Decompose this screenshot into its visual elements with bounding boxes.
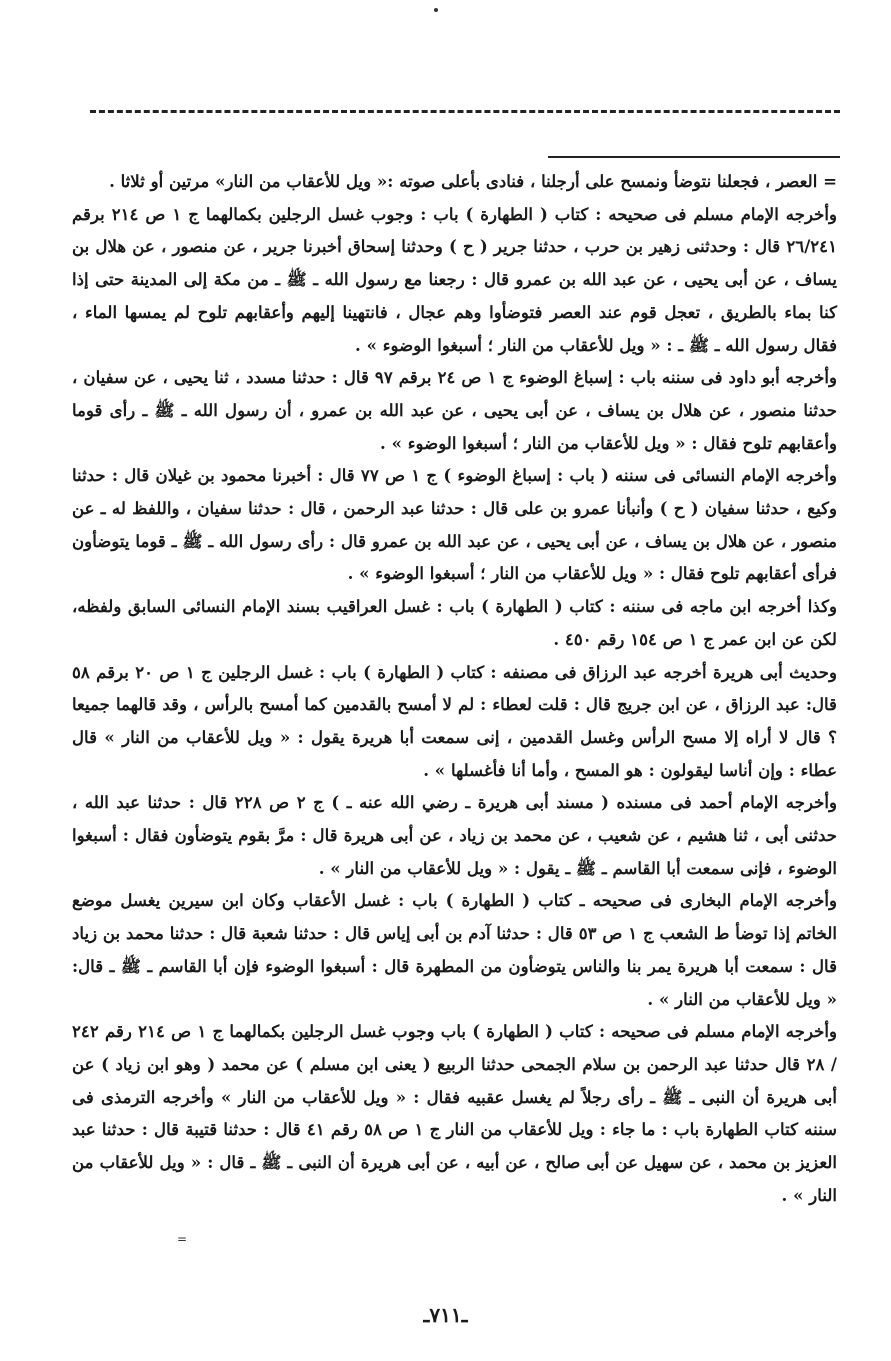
page-number: ـ٧١١ـ — [423, 1303, 468, 1327]
scan-speck — [434, 8, 438, 12]
paragraph-3: وأخرجه أبو داود فى سننه باب : إسباغ الوضوء ج ١ ص ٢٤ برقم ٩٧ قال : حدثنا مسدد ، ثنا يحيى ، عن سفيان ، حدثنا منصور ، عن هلال بن يساف ، عن أبى يحيى ، عن عبد الله بن عمرو ، أن رسول الله ـ ﷺ ـ رأى قوما وأعقابهم تلوح فقال : « ويل للأعقاب من النار ؛ أسبغوا الوضوء » . — [72, 367, 838, 453]
paragraph-1: = العصر ، فجعلنا نتوضأ ونمسح على أرجلنا ، فنادى بأعلى صوته :« ويل للأعقاب من النار» مرتين أو ثلاثا . — [109, 171, 837, 191]
paragraph-5: وكذا أخرجه ابن ماجه فى سننه : كتاب ( الطهارة ) باب : غسل العراقيب بسند الإمام النسائى السابق ولفظه، لكن عن ابن عمر ج ١ ص ١٥٤ رقم ٤٥٠ . — [72, 596, 837, 649]
footnote-separator — [548, 156, 840, 158]
paragraph-8: وأخرجه الإمام البخارى فى صحيحه ـ كتاب ( الطهارة ) باب : غسل الأعقاب وكان ابن سيرين يغسل موضع الخاتم إذا توضأ ط الشعب ج ١ ص ٥٣ قال : حدثنا آدم بن أبى إياس قال : حدثنا شعبة قال : حدثنا محمد بن زياد قال : سمعت أبا هريرة يمر بنا والناس يتوضأون من المطهرة قال : أسبغوا الوضوء فإن أبا القاسم ـ ﷺ ـ قال: « ويل للأعقاب من النار » . — [72, 890, 837, 1009]
paragraph-4: وأخرجه الإمام النسائى فى سننه ( باب : إسباغ الوضوء ) ج ١ ص ٧٧ قال : أخبرنا محمود بن غيلان قال : حدثنا وكيع ، حدثنا سفيان ( ح ) وأنبأنا عمرو بن على قال : حدثنا عبد الرحمن ، قال : حدثنا سفيان ، واللفظ له ـ عن منصور ، عن هلال بن يساف ، عن أبى يحيى ، عن عبد الله بن عمرو قال : رأى رسول الله ـ ﷺ ـ قوما يتوضأون فرأى أعقابهم تلوح فقال : « ويل للأعقاب من النار ؛ أسبغوا الوضوء » . — [72, 465, 837, 584]
paragraph-6: وحديث أبى هريرة أخرجه عبد الرزاق فى مصنفه : كتاب ( الطهارة ) باب : غسل الرجلين ج ١ ص ٢٠ برقم ٥٨ قال: عبد الرزاق ، عن ابن جريج قال : قلت لعطاء : لم لا أمسح بالقدمين كما أمسح بالرأس ، وقد قالهما جميعا ؟ قال لا أراه إلا مسح الرأس وغسل القدمين ، إنى سمعت أبا هريرة يقول : « ويل للأعقاب من النار » قال عطاء : وإن أناسا ليقولون : هو المسح ، وأما أنا فأغسلها » . — [72, 661, 837, 780]
paragraph-7: وأخرجه الإمام أحمد فى مسنده ( مسند أبى هريرة ـ رضي الله عنه ـ ) ج ٢ ص ٢٢٨ قال : حدثنا عبد الله ، حدثنى أبى ، ثنا هشيم ، عن شعيب ، عن محمد بن زياد ، عن أبى هريرة قال : مرَّ بقوم يتوضأون فقال : أسبغوا الوضوء ، فإنى سمعت أبا القاسم ـ ﷺ ـ يقول : « ويل للأعقاب من النار » . — [72, 792, 838, 878]
paragraph-9: وأخرجه الإمام مسلم فى صحيحه : كتاب ( الطهارة ) باب وجوب غسل الرجلين بكمالهما ج ١ ص ٢١٤ رقم ٢٤٢ / ٢٨ قال حدثنا عبد الرحمن بن سلام الجمحى حدثنا الربيع ( يعنى ابن مسلم ) عن محمد ( وهو ابن زياد ) عن أبى هريرة أن النبى ـ ﷺ ـ رأى رجلاً لم يغسل عقبيه فقال : « ويل للأعقاب من النار » وأخرجه الترمذى فى سننه كتاب الطهارة باب : ما جاء : ويل للأعقاب من النار ج ١ ص ٥٨ رقم ٤١ قال : حدثنا قتيبة قال : حدثنا عبد العزيز بن محمد ، عن سهيل عن أبى صالح ، عن أبيه ، عن أبى هريرة أن النبى ـ ﷺ ـ قال : « ويل للأعقاب من النار » . — [72, 1021, 838, 1205]
footnote-text — [72, 165, 837, 1212]
header-dashed-divider — [90, 110, 840, 113]
margin-mark: = — [177, 1232, 188, 1246]
paragraph-2: وأخرجه الإمام مسلم فى صحيحه : كتاب ( الطهارة ) باب : وجوب غسل الرجلين بكمالهما ج ١ ص ٢١٤ برقم ٢٦/٢٤١ قال : وحدثنى زهير بن حرب ، حدثنا جرير ( ح ) وحدثنا إسحاق أخبرنا جرير ، عن منصور ، عن هلال بن يساف ، عن أبى يحيى ، عن عبد الله بن عمرو قال : رجعنا مع رسول الله ـ ﷺ ـ من مكة إلى المدينة حتى إذا كنا بماء بالطريق ، تعجل قوم عند العصر فتوضأوا وهم عجال ، فانتهينا إليهم وأعقابهم تلوح لم يمسها الماء ، فقال رسول الله ـ ﷺ ـ : « ويل للأعقاب من النار ؛ أسبغوا الوضوء » . — [72, 203, 837, 355]
